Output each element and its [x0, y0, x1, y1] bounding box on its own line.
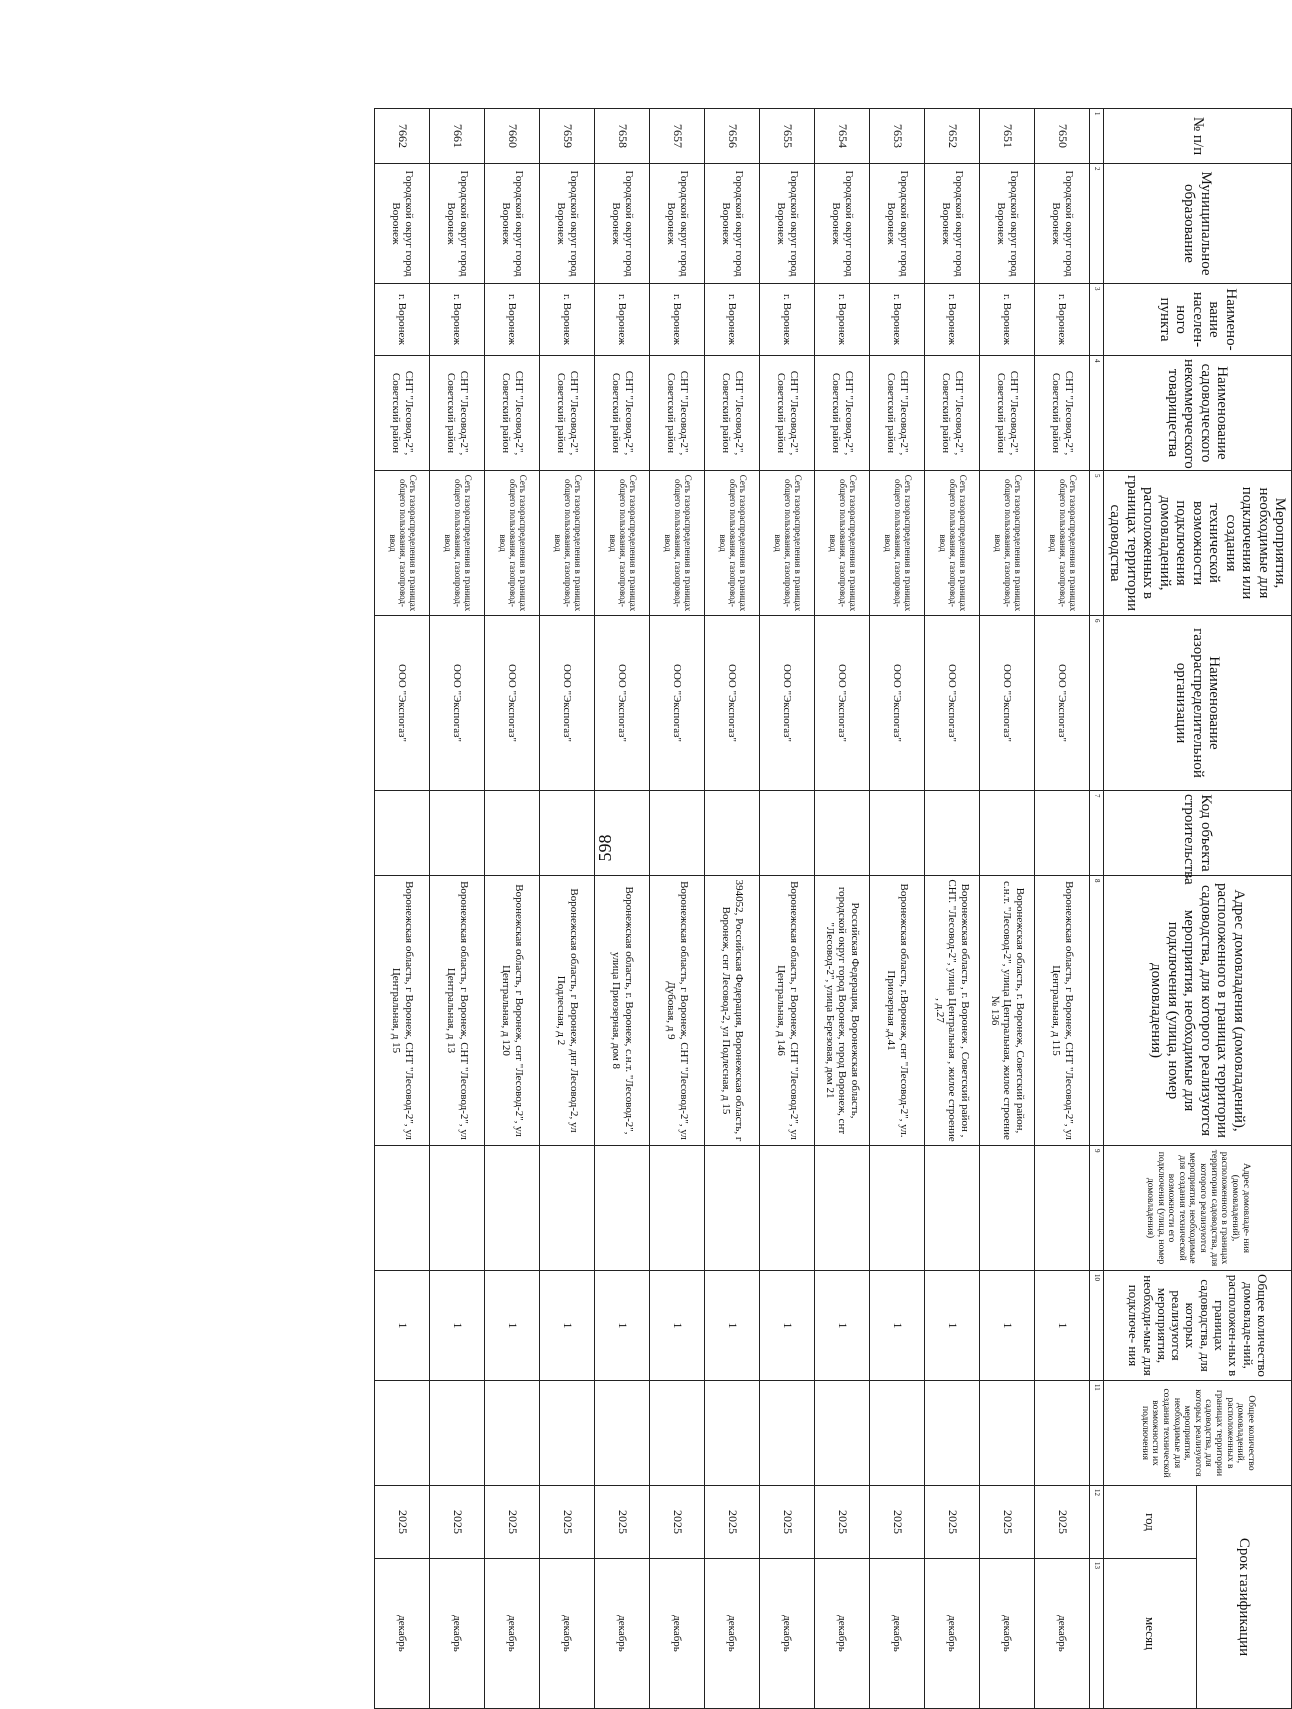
cell-total-technical — [375, 1381, 430, 1486]
table-row — [980, 109, 1035, 1709]
cell-total-technical — [705, 1381, 760, 1486]
cell-total-connection: 1 — [925, 1271, 980, 1381]
cell-no: 7652 — [925, 109, 980, 164]
cell-measures: Сеть газораспределения в границах общего пользования, газопровод-ввод — [925, 471, 980, 616]
cell-no: 7654 — [815, 109, 870, 164]
cell-settlement: г. Воронеж — [925, 284, 980, 356]
cell-settlement: г. Воронеж — [705, 284, 760, 356]
cell-total-connection: 1 — [870, 1271, 925, 1381]
cell-measures: Сеть газораспределения в границах общего пользования, газопровод-ввод — [1035, 471, 1090, 616]
header-address-technical: Адрес домовладе- ния (домовладений), расположенного в границах территории садоводства, для которого реализуются мероприятия, необходимые для создания технической возможности его подключения (улица, номер домовладения) — [1104, 1146, 1292, 1271]
cell-total-connection: 1 — [1035, 1271, 1090, 1381]
cell-no: 7651 — [980, 109, 1035, 164]
header-deadline: Срок газификации — [1197, 1486, 1292, 1709]
cell-partnership: СНТ "Лесовод-2", Советский район — [925, 356, 980, 471]
table-row — [485, 109, 540, 1709]
column-number: 8 — [1090, 876, 1104, 1146]
cell-address: Воронежская область, г Воронеж, СНТ "Лесовод-2", ул Центральная, д 115 — [1035, 876, 1090, 1146]
cell-no: 7653 — [870, 109, 925, 164]
cell-municipality: Городской округ город Воронеж — [540, 164, 595, 284]
column-number: 5 — [1090, 471, 1104, 616]
cell-gas-org: ООО "Экспогаз" — [540, 616, 595, 791]
header-settlement: Наимено- вание населен- ного пункта — [1104, 284, 1292, 356]
header-month: месяц — [1104, 1559, 1197, 1709]
cell-gas-org: ООО "Экспогаз" — [595, 616, 650, 791]
cell-total-connection: 1 — [540, 1271, 595, 1381]
cell-object-code — [540, 791, 595, 876]
table-row — [705, 109, 760, 1709]
cell-no: 7661 — [430, 109, 485, 164]
cell-settlement: г. Воронеж — [485, 284, 540, 356]
cell-year: 2025 — [705, 1486, 760, 1559]
cell-object-code — [1035, 791, 1090, 876]
column-number: 12 — [1090, 1486, 1104, 1559]
cell-year: 2025 — [870, 1486, 925, 1559]
cell-gas-org: ООО "Экспогаз" — [705, 616, 760, 791]
cell-address: Воронежская область, г. Воронеж, Советский район, с.н.т. "Лесовод-2", улица Центральная, жилое строение № 136 — [980, 876, 1035, 1146]
cell-month: декабрь — [540, 1559, 595, 1709]
cell-year: 2025 — [925, 1486, 980, 1559]
table-row — [760, 109, 815, 1709]
cell-municipality: Городской округ город Воронеж — [705, 164, 760, 284]
table-row — [1035, 109, 1090, 1709]
column-number-row — [1090, 109, 1104, 1709]
cell-object-code — [485, 791, 540, 876]
table-row — [925, 109, 980, 1709]
cell-object-code — [375, 791, 430, 876]
cell-total-technical — [430, 1381, 485, 1486]
cell-partnership: СНТ "Лесовод-2", Советский район — [375, 356, 430, 471]
cell-address: Воронежская область, г Воронеж, СНТ "Лесовод-2", ул Центральная, д 15 — [375, 876, 430, 1146]
cell-object-code — [760, 791, 815, 876]
cell-total-technical — [870, 1381, 925, 1486]
cell-address-technical — [815, 1146, 870, 1271]
cell-address-technical — [705, 1146, 760, 1271]
page-number: 598 — [595, 834, 615, 862]
cell-address: Воронежская область, г Воронеж, снт "Лесовод-2", ул Центральная, д 120 — [485, 876, 540, 1146]
cell-address-technical — [1035, 1146, 1090, 1271]
cell-municipality: Городской округ город Воронеж — [650, 164, 705, 284]
cell-settlement: г. Воронеж — [1035, 284, 1090, 356]
column-number: 6 — [1090, 616, 1104, 791]
cell-year: 2025 — [815, 1486, 870, 1559]
table-row — [375, 109, 430, 1709]
cell-month: декабрь — [980, 1559, 1035, 1709]
cell-municipality: Городской округ город Воронеж — [870, 164, 925, 284]
column-number: 7 — [1090, 791, 1104, 876]
cell-object-code — [650, 791, 705, 876]
header-row — [1197, 109, 1292, 1709]
cell-gas-org: ООО "Экспогаз" — [980, 616, 1035, 791]
cell-partnership: СНТ "Лесовод-2", Советский район — [430, 356, 485, 471]
cell-month: декабрь — [870, 1559, 925, 1709]
cell-year: 2025 — [650, 1486, 705, 1559]
cell-total-technical — [815, 1381, 870, 1486]
cell-object-code — [595, 791, 650, 876]
cell-total-connection: 1 — [375, 1271, 430, 1381]
cell-object-code — [815, 791, 870, 876]
table-row — [870, 109, 925, 1709]
column-number: 11 — [1090, 1381, 1104, 1486]
cell-address: Воронежская область, г Воронеж, днт Лесовод-2, ул Подлесная, д 2 — [540, 876, 595, 1146]
cell-address-technical — [760, 1146, 815, 1271]
cell-object-code — [430, 791, 485, 876]
cell-partnership: СНТ "Лесовод-2", Советский район — [980, 356, 1035, 471]
cell-municipality: Городской округ город Воронеж — [485, 164, 540, 284]
column-number: 4 — [1090, 356, 1104, 471]
cell-total-connection: 1 — [485, 1271, 540, 1381]
cell-municipality: Городской округ город Воронеж — [980, 164, 1035, 284]
header-partnership: Наименование садоводческого некоммерческого товарищества — [1104, 356, 1292, 471]
cell-partnership: СНТ "Лесовод-2", Советский район — [760, 356, 815, 471]
cell-gas-org: ООО "Экспогаз" — [485, 616, 540, 791]
cell-partnership: СНТ "Лесовод-2", Советский район — [485, 356, 540, 471]
table-row — [815, 109, 870, 1709]
column-number: 10 — [1090, 1271, 1104, 1381]
cell-no: 7658 — [595, 109, 650, 164]
cell-gas-org: ООО "Экспогаз" — [1035, 616, 1090, 791]
cell-address-technical — [430, 1146, 485, 1271]
cell-year: 2025 — [595, 1486, 650, 1559]
cell-measures: Сеть газораспределения в границах общего пользования, газопровод-ввод — [815, 471, 870, 616]
cell-address-technical — [485, 1146, 540, 1271]
cell-gas-org: ООО "Экспогаз" — [430, 616, 485, 791]
cell-measures: Сеть газораспределения в границах общего пользования, газопровод-ввод — [485, 471, 540, 616]
cell-address: 394052, Российская Федерация, Воронежская область, г Воронеж, снт Лесовод-2, ул Подлесная, д 15 — [705, 876, 760, 1146]
cell-measures: Сеть газораспределения в границах общего пользования, газопровод-ввод — [760, 471, 815, 616]
cell-month: декабрь — [375, 1559, 430, 1709]
cell-partnership: СНТ "Лесовод-2", Советский район — [870, 356, 925, 471]
cell-no: 7655 — [760, 109, 815, 164]
cell-total-connection: 1 — [430, 1271, 485, 1381]
cell-address-technical — [980, 1146, 1035, 1271]
cell-year: 2025 — [375, 1486, 430, 1559]
cell-month: декабрь — [705, 1559, 760, 1709]
cell-gas-org: ООО "Экспогаз" — [870, 616, 925, 791]
cell-measures: Сеть газораспределения в границах общего пользования, газопровод-ввод — [705, 471, 760, 616]
cell-gas-org: ООО "Экспогаз" — [925, 616, 980, 791]
header-total-technical: Общее количество домовладений, расположенных в границах территории садоводства, для которых реализуются мероприятия, необходимые для создания технической возможности их подключения — [1104, 1381, 1292, 1486]
cell-address-technical — [650, 1146, 705, 1271]
cell-no: 7662 — [375, 109, 430, 164]
cell-address: Воронежская область, г Воронеж, СНТ "Лесовод-2", ул Дубовая, д 9 — [650, 876, 705, 1146]
cell-address: Воронежская область, г.Воронеж, снт "Лесовод-2", ул. Приозерная ,д.41 — [870, 876, 925, 1146]
cell-object-code — [980, 791, 1035, 876]
cell-gas-org: ООО "Экспогаз" — [760, 616, 815, 791]
cell-year: 2025 — [1035, 1486, 1090, 1559]
cell-total-connection: 1 — [760, 1271, 815, 1381]
cell-settlement: г. Воронеж — [980, 284, 1035, 356]
cell-settlement: г. Воронеж — [430, 284, 485, 356]
table-row — [650, 109, 705, 1709]
cell-month: декабрь — [595, 1559, 650, 1709]
cell-year: 2025 — [485, 1486, 540, 1559]
header-object-code: Код объекта строительства — [1104, 791, 1292, 876]
cell-measures: Сеть газораспределения в границах общего пользования, газопровод-ввод — [375, 471, 430, 616]
cell-partnership: СНТ "Лесовод-2", Советский район — [705, 356, 760, 471]
cell-month: декабрь — [815, 1559, 870, 1709]
header-address: Адрес домовладения (домовладений), расположенного в границах территории садоводства, для которого реализуются мероприятия, необходимые для подключения (улица, номер домовладения) — [1104, 876, 1292, 1146]
cell-year: 2025 — [980, 1486, 1035, 1559]
cell-address-technical — [375, 1146, 430, 1271]
cell-total-technical — [1035, 1381, 1090, 1486]
cell-municipality: Городской округ город Воронеж — [815, 164, 870, 284]
cell-partnership: СНТ "Лесовод-2", Советский район — [815, 356, 870, 471]
cell-municipality: Городской округ город Воронеж — [375, 164, 430, 284]
cell-month: декабрь — [430, 1559, 485, 1709]
header-gas-org: Наименование газораспределительной организации — [1104, 616, 1292, 791]
table-row — [540, 109, 595, 1709]
cell-total-technical — [540, 1381, 595, 1486]
cell-no: 7656 — [705, 109, 760, 164]
cell-address: Воронежская область, г Воронеж, СНТ "Лесовод-2", ул Центральная, д 146 — [760, 876, 815, 1146]
cell-partnership: СНТ "Лесовод-2", Советский район — [540, 356, 595, 471]
cell-year: 2025 — [540, 1486, 595, 1559]
cell-no: 7650 — [1035, 109, 1090, 164]
cell-gas-org: ООО "Экспогаз" — [650, 616, 705, 791]
cell-total-technical — [980, 1381, 1035, 1486]
cell-month: декабрь — [485, 1559, 540, 1709]
cell-settlement: г. Воронеж — [595, 284, 650, 356]
cell-total-technical — [485, 1381, 540, 1486]
cell-measures: Сеть газораспределения в границах общего пользования, газопровод-ввод — [595, 471, 650, 616]
column-number: 9 — [1090, 1146, 1104, 1271]
cell-total-technical — [650, 1381, 705, 1486]
cell-measures: Сеть газораспределения в границах общего пользования, газопровод-ввод — [980, 471, 1035, 616]
cell-address-technical — [540, 1146, 595, 1271]
cell-no: 7659 — [540, 109, 595, 164]
cell-settlement: г. Воронеж — [650, 284, 705, 356]
cell-settlement: г. Воронеж — [540, 284, 595, 356]
cell-object-code — [870, 791, 925, 876]
cell-total-technical — [595, 1381, 650, 1486]
cell-month: декабрь — [1035, 1559, 1090, 1709]
cell-no: 7657 — [650, 109, 705, 164]
cell-address: Российская Федерация, Воронежская область, городской округ город Воронеж, город Воронеж, снт "Лесовод-2", улица Березовая, дом 21 — [815, 876, 870, 1146]
cell-no: 7660 — [485, 109, 540, 164]
cell-address-technical — [595, 1146, 650, 1271]
column-number: 1 — [1090, 109, 1104, 164]
cell-partnership: СНТ "Лесовод-2", Советский район — [595, 356, 650, 471]
cell-municipality: Городской округ город Воронеж — [595, 164, 650, 284]
cell-address: Воронежская область, г. Воронеж, с.н.т. "Лесовод-2", улица Приозерная, дом 8 — [595, 876, 650, 1146]
cell-municipality: Городской округ город Воронеж — [760, 164, 815, 284]
column-number: 2 — [1090, 164, 1104, 284]
table-row — [430, 109, 485, 1709]
cell-address: Воронежская область, г Воронеж, СНТ "Лесовод-2", ул Центральная, д 13 — [430, 876, 485, 1146]
cell-municipality: Городской округ город Воронеж — [430, 164, 485, 284]
cell-settlement: г. Воронеж — [870, 284, 925, 356]
cell-municipality: Городской округ город Воронеж — [925, 164, 980, 284]
cell-gas-org: ООО "Экспогаз" — [375, 616, 430, 791]
cell-measures: Сеть газораспределения в границах общего пользования, газопровод-ввод — [540, 471, 595, 616]
cell-month: декабрь — [650, 1559, 705, 1709]
cell-object-code — [925, 791, 980, 876]
cell-settlement: г. Воронеж — [815, 284, 870, 356]
cell-total-technical — [760, 1381, 815, 1486]
cell-total-technical — [925, 1381, 980, 1486]
cell-partnership: СНТ "Лесовод-2", Советский район — [1035, 356, 1090, 471]
cell-address-technical — [925, 1146, 980, 1271]
cell-total-connection: 1 — [595, 1271, 650, 1381]
cell-month: декабрь — [925, 1559, 980, 1709]
cell-total-connection: 1 — [815, 1271, 870, 1381]
header-no: № п/п — [1104, 109, 1292, 164]
cell-measures: Сеть газораспределения в границах общего пользования, газопровод-ввод — [430, 471, 485, 616]
cell-total-connection: 1 — [705, 1271, 760, 1381]
header-municipality: Муниципальное образование — [1104, 164, 1292, 284]
column-number: 3 — [1090, 284, 1104, 356]
cell-year: 2025 — [760, 1486, 815, 1559]
cell-gas-org: ООО "Экспогаз" — [815, 616, 870, 791]
cell-total-connection: 1 — [980, 1271, 1035, 1381]
column-number: 13 — [1090, 1559, 1104, 1709]
cell-municipality: Городской округ город Воронеж — [1035, 164, 1090, 284]
cell-address-technical — [870, 1146, 925, 1271]
table-row — [595, 109, 650, 1709]
cell-measures: Сеть газораспределения в границах общего пользования, газопровод-ввод — [650, 471, 705, 616]
gasification-table — [374, 108, 1292, 1709]
gasification-table-sheet — [312, 108, 1292, 1657]
header-measures: Мероприятия, необходимые для подключения или создания технической возможности подключения домовладений, расположенных в границах территории садоводства — [1104, 471, 1292, 616]
cell-year: 2025 — [430, 1486, 485, 1559]
header-year: год — [1104, 1486, 1197, 1559]
cell-settlement: г. Воронеж — [375, 284, 430, 356]
cell-measures: Сеть газораспределения в границах общего пользования, газопровод-ввод — [870, 471, 925, 616]
cell-partnership: СНТ "Лесовод-2", Советский район — [650, 356, 705, 471]
header-total-connection: Общее количество домовладе-ний, расположен-ных в границах садоводства, для которых реализуются мероприятия, необходи-мые для подключе- ния — [1104, 1271, 1292, 1381]
cell-total-connection: 1 — [650, 1271, 705, 1381]
cell-address: Воронежская область , г. Воронеж , Советский район , СНТ. "Лесовод-2", улица Центральная , жилое строение , д.27 — [925, 876, 980, 1146]
cell-month: декабрь — [760, 1559, 815, 1709]
cell-settlement: г. Воронеж — [760, 284, 815, 356]
cell-object-code — [705, 791, 760, 876]
